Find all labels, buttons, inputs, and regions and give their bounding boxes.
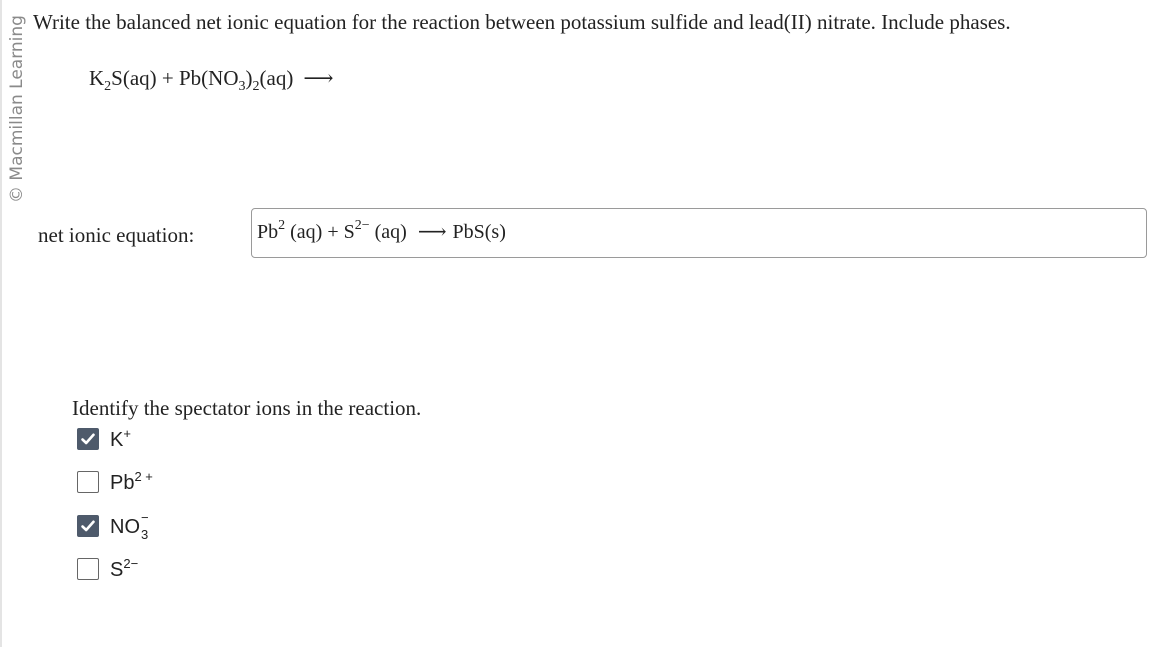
answer-pb: Pb xyxy=(257,221,279,243)
reactant-s-pb: S(aq) + Pb(NO xyxy=(111,66,239,90)
option-charge: 2− xyxy=(123,556,139,571)
option-charge: 2 + xyxy=(134,469,153,484)
checkmark-icon xyxy=(80,518,96,534)
option-label-s-2minus xyxy=(110,558,138,582)
option-label-no3-minus xyxy=(110,510,150,542)
option-base: S xyxy=(110,559,124,581)
reaction-equation xyxy=(89,66,334,94)
close-paren: ) xyxy=(245,66,253,90)
option-label-k-plus xyxy=(110,428,131,452)
answer-s-charge: 2− xyxy=(354,218,370,233)
option-base: K xyxy=(110,429,124,451)
answer-s-aq: (aq) xyxy=(374,221,407,243)
answer-product: PbS(s) xyxy=(452,221,506,243)
answer-pb-aq: (aq) + S xyxy=(290,221,355,243)
checkbox-pb-2plus[interactable] xyxy=(77,471,99,493)
no3-subscript: 3 xyxy=(238,79,246,94)
k-subscript: 2 xyxy=(104,79,112,94)
option-charge: − xyxy=(141,510,149,525)
option-charge: + xyxy=(123,426,131,441)
checkbox-k-plus[interactable] xyxy=(77,428,99,450)
option-label-pb-2plus xyxy=(110,471,153,495)
answer-arrow: ⟶ xyxy=(417,221,447,243)
copyright-watermark: © Macmillan Learning xyxy=(7,15,27,203)
option-base: NO xyxy=(110,516,140,538)
net-ionic-answer-text xyxy=(257,219,506,244)
checkmark-icon xyxy=(80,431,96,447)
question-text: Write the balanced net ionic equation for the reaction between potassium sulfide and lead(II) nitrate. Include phases. xyxy=(33,10,1011,34)
left-border xyxy=(0,0,2,647)
option-stacked-scripts xyxy=(140,510,150,542)
net-ionic-label: net ionic equation: xyxy=(38,223,195,247)
checkbox-s-2minus[interactable] xyxy=(77,558,99,580)
answer-pb-charge: 2 xyxy=(278,218,286,233)
spectator-question: Identify the spectator ions in the reaction. xyxy=(72,396,422,420)
reaction-arrow: ⟶ xyxy=(303,66,334,90)
reactant-k: K xyxy=(89,66,105,90)
checkbox-no3-minus[interactable] xyxy=(77,515,99,537)
net-ionic-answer-field[interactable] xyxy=(251,208,1147,258)
option-base: Pb xyxy=(110,472,135,494)
reactant-aq: (aq) xyxy=(259,66,294,90)
pb-subscript: 2 xyxy=(252,79,260,94)
option-subscript: 3 xyxy=(141,527,149,542)
